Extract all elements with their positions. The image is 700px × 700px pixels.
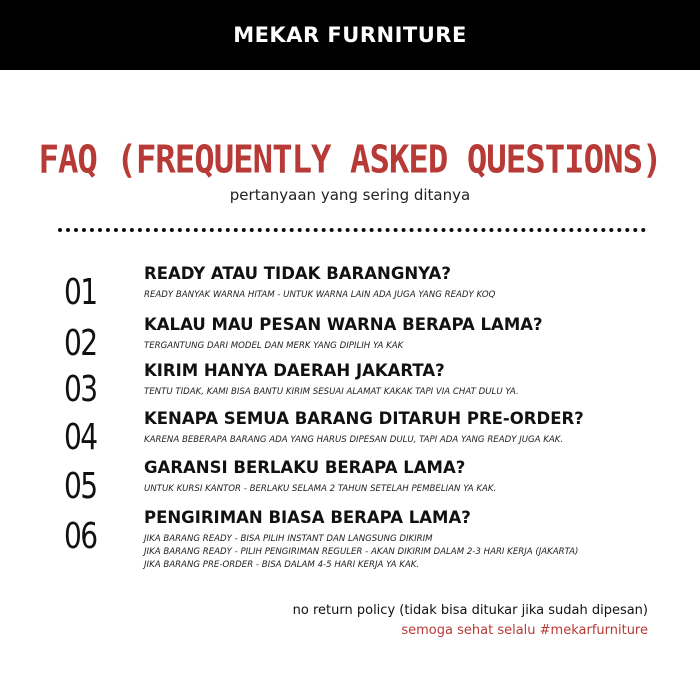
faq-answer-line: JIKA BARANG READY - BISA PILIH INSTANT DAN LANGSUNG DIKIRIM [144,534,433,544]
faq-answer-line: TENTU TIDAK, KAMI BISA BANTU KIRIM SESUAI ALAMAT KAKAK TAPI VIA CHAT DULU YA. [144,387,519,397]
faq-question: KIRIM HANYA DAERAH JAKARTA? [144,361,445,380]
faq-number: 03 [64,369,97,410]
tagline-text: semoga sehat selalu #mekarfurniture [401,623,648,638]
faq-number: 05 [64,466,97,507]
faq-answer [144,340,403,353]
brand-name: MEKAR FURNITURE [233,23,467,47]
faq-number: 02 [64,323,97,364]
faq-answer [144,289,495,302]
page-subtitle: pertanyaan yang sering ditanya [229,186,471,204]
faq-number: 04 [64,417,97,458]
faq-question: PENGIRIMAN BIASA BERAPA LAMA? [144,508,471,527]
faq-answer-line: KARENA BEBERAPA BARANG ADA YANG HARUS DIPESAN DULU, TAPI ADA YANG READY JUGA KAK. [144,435,564,445]
return-policy-text: no return policy (tidak bisa ditukar jika sudah dipesan) [292,603,648,618]
faq-answer-line: UNTUK KURSI KANTOR - BERLAKU SELAMA 2 TAHUN SETELAH PEMBELIAN YA KAK. [144,484,497,494]
faq-answer-line: READY BANYAK WARNA HITAM - UNTUK WARNA LAIN ADA JUGA YANG READY KOQ [144,290,496,300]
faq-answer-line: JIKA BARANG READY - PILIH PENGIRIMAN REGULER - AKAN DIKIRIM DALAM 2-3 HARI KERJA (JAKARTA) [144,547,579,557]
faq-question: KALAU MAU PESAN WARNA BERAPA LAMA? [144,315,543,334]
faq-number: 01 [64,272,97,313]
faq-question: KENAPA SEMUA BARANG DITARUH PRE-ORDER? [144,409,584,428]
faq-question: GARANSI BERLAKU BERAPA LAMA? [144,458,466,477]
faq-number: 06 [64,516,97,557]
faq-answer [144,434,563,447]
faq-answer-line: TERGANTUNG DARI MODEL DAN MERK YANG DIPILIH YA KAK [144,341,404,351]
faq-answer [144,386,519,399]
faq-question: READY ATAU TIDAK BARANGNYA? [144,264,451,283]
faq-answer-line: JIKA BARANG PRE-ORDER - BISA DALAM 4-5 HARI KERJA YA KAK. [144,560,420,570]
faq-answer [144,483,496,496]
page-title: FAQ (FREQUENTLY ASKED QUESTIONS) [38,137,662,183]
faq-answer [144,533,578,572]
